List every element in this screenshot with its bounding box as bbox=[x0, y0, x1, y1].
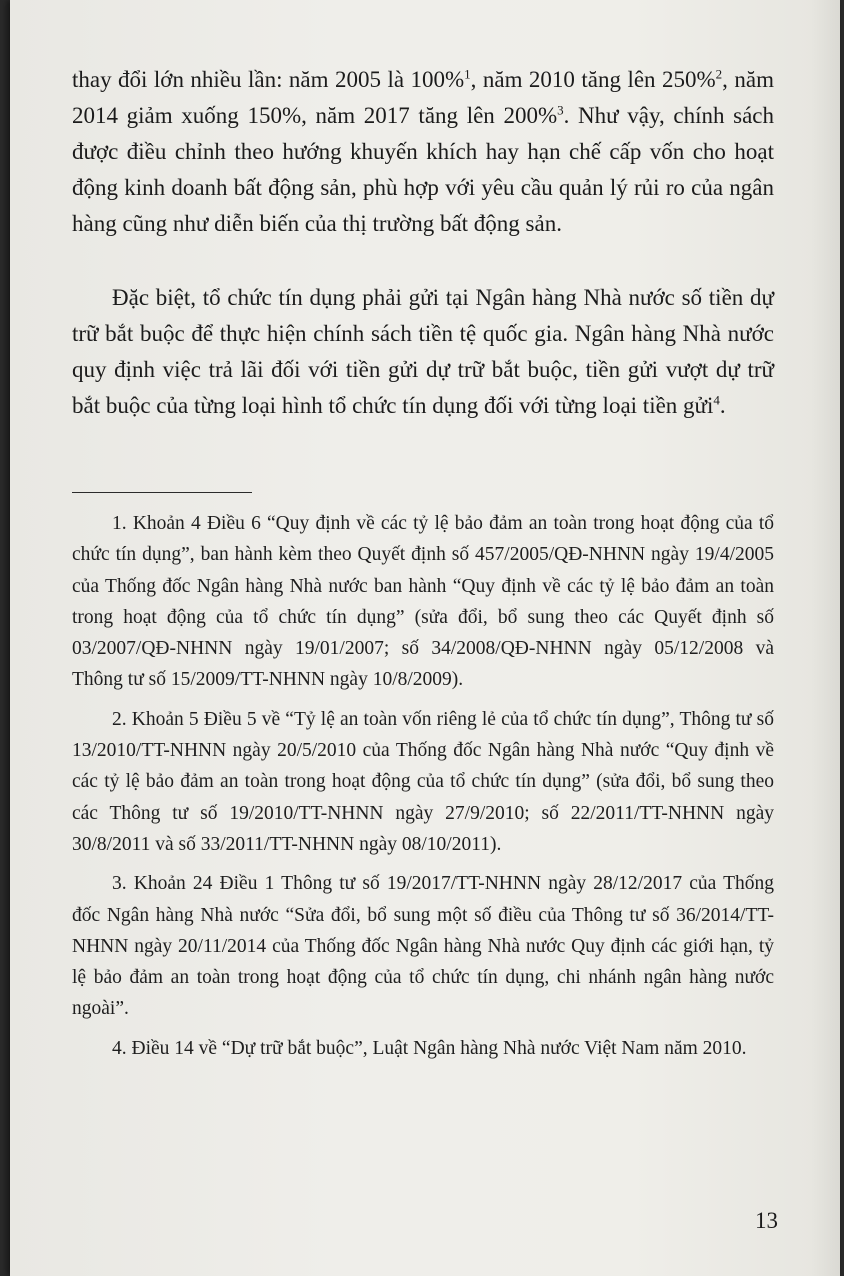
book-page bbox=[10, 0, 840, 1276]
paragraph-2-text-b: . bbox=[719, 393, 726, 418]
paragraph-1-text-b: , năm 2010 tăng lên 250% bbox=[470, 67, 716, 92]
page-edge-shadow bbox=[810, 0, 840, 1276]
body-paragraph-1 bbox=[72, 62, 774, 242]
footnote-ref-4: 4 bbox=[713, 392, 720, 408]
body-paragraph-2 bbox=[72, 280, 774, 424]
paragraph-1-text-a: thay đổi lớn nhiều lần: năm 2005 là 100% bbox=[72, 67, 465, 92]
footnote-separator bbox=[72, 492, 252, 493]
footnotes-section bbox=[72, 508, 774, 1072]
paragraph-1-text-c: , năm 2014 giảm xuống 150%, năm 2017 tăng lên 200% bbox=[72, 67, 774, 128]
paragraph-2-text-a: Đặc biệt, tổ chức tín dụng phải gửi tại Ngân hàng Nhà nước số tiền dự trữ bắt buộc để thực hiện chính sách tiền tệ quốc gia. Ngân hàng Nhà nước quy định việc trả lãi đối với tiền gửi dự trữ bắt buộc, tiền gửi vượt dự trữ bắt buộc của từng loại hình tổ chức tín dụng đối với từng loại tiền gửi bbox=[72, 285, 774, 418]
footnote-2: 2. Khoản 5 Điều 5 về “Tỷ lệ an toàn vốn riêng lẻ của tổ chức tín dụng”, Thông tư số 13/2010/TT-NHNN ngày 20/5/2010 của Thống đốc Ngân hàng Nhà nước “Quy định về các tỷ lệ bảo đảm an toàn trong hoạt động của tổ chức tín dụng” (sửa đổi, bổ sung theo các Thông tư số 19/2010/TT-NHNN ngày 27/9/2010; số 22/2011/TT-NHNN ngày 30/8/2011 và số 33/2011/TT-NHNN ngày 08/10/2011). bbox=[72, 708, 774, 855]
page-number: 13 bbox=[755, 1208, 778, 1233]
footnote-ref-3: 3 bbox=[557, 102, 564, 118]
footnote-4: 4. Điều 14 về “Dự trữ bắt buộc”, Luật Ngân hàng Nhà nước Việt Nam năm 2010. bbox=[112, 1037, 747, 1059]
footnote-ref-1: 1 bbox=[464, 66, 471, 82]
footnote-3: 3. Khoản 24 Điều 1 Thông tư số 19/2017/TT-NHNN ngày 28/12/2017 của Thống đốc Ngân hàng Nhà nước “Sửa đổi, bổ sung một số điều của Thông tư số 36/2014/TT-NHNN ngày 20/11/2014 của Thống đốc Ngân hàng Nhà nước Quy định các giới hạn, tỷ lệ bảo đảm an toàn trong hoạt động của tổ chức tín dụng, chi nhánh ngân hàng nước ngoài”. bbox=[72, 873, 774, 1020]
footnote-ref-2: 2 bbox=[715, 66, 723, 82]
paragraph-1-text-d: . Như vậy, chính sách được điều chỉnh theo hướng khuyến khích hay hạn chế cấp vốn cho hoạt động kinh doanh bất động sản, phù hợp với yêu cầu quản lý rủi ro của ngân hàng cũng như diễn biến của thị trường bất động sản. bbox=[72, 103, 774, 236]
footnote-1: 1. Khoản 4 Điều 6 “Quy định về các tỷ lệ bảo đảm an toàn trong hoạt động của tổ chức tín dụng”, ban hành kèm theo Quyết định số 457/2005/QĐ-NHNN ngày 19/4/2005 của Thống đốc Ngân hàng Nhà nước ban hành “Quy định về các tỷ lệ bảo đảm an toàn trong hoạt động của tổ chức tín dụng” (sửa đổi, bổ sung theo các Quyết định số 03/2007/QĐ-NHNN ngày 19/01/2007; số 34/2008/QĐ-NHNN ngày 05/12/2008 và Thông tư số 15/2009/TT-NHNN ngày 10/8/2009). bbox=[72, 513, 774, 691]
